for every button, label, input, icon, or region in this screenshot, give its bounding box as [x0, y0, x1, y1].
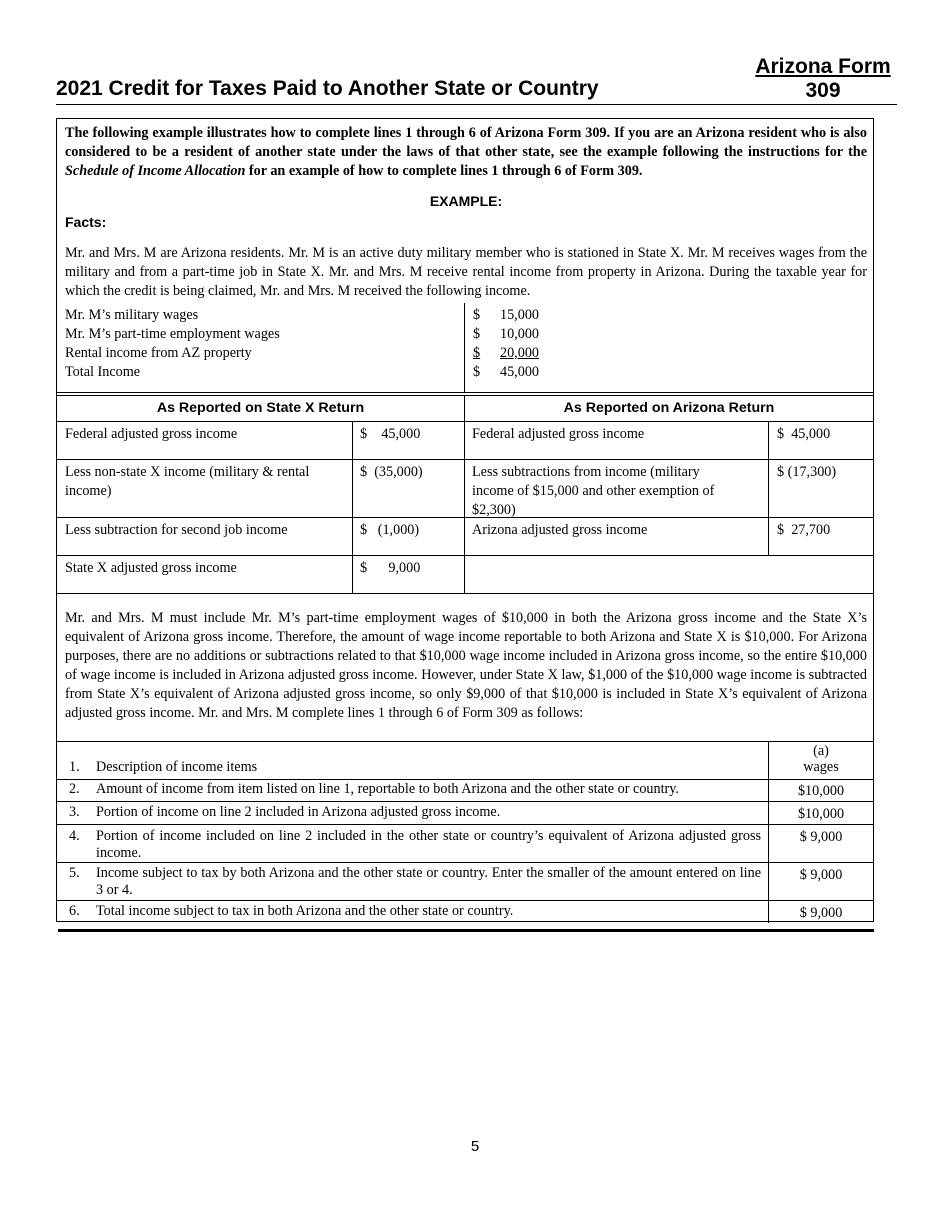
table-cell: Less subtraction for second job income: [65, 522, 288, 538]
table-cell: $ (17,300): [777, 464, 837, 480]
line-value: $10,000: [797, 806, 845, 822]
line-text: Portion of income on line 2 included in Arizona adjusted gross income.: [96, 804, 501, 820]
table-cell: Federal adjusted gross income: [472, 426, 645, 442]
line-text: Income subject to tax by both Arizona and the other state or country. Enter the smaller of the amount entered on line 3 or 4.: [96, 865, 761, 898]
table-rule: [57, 555, 873, 556]
form-name: Arizona Form: [755, 55, 891, 78]
dollar-sign: $: [473, 326, 481, 342]
intro-part1: The following example illustrates how to complete lines 1 through 6 of Arizona Form 309. If you are an Arizona resident who is also considered to be a resident of another state under the laws of that other state, see the example following the instructions for the: [65, 125, 867, 160]
example-heading: EXAMPLE:: [429, 193, 503, 209]
table-cell: State X adjusted gross income: [65, 560, 237, 576]
table-rule: [57, 421, 873, 422]
line-number: 1.: [69, 759, 80, 775]
table-cell: Less subtractions from income (military income of $15,000 and other exemption of $2,300): [472, 464, 715, 518]
col-header: [769, 743, 873, 775]
facts-heading: Facts:: [65, 214, 107, 230]
income-value: 45,000: [499, 364, 539, 380]
line-number: 5.: [69, 865, 80, 881]
table-rule: [57, 395, 873, 396]
line-number: 4.: [69, 828, 80, 844]
line-text: Description of income items: [96, 759, 258, 775]
facts-text: Mr. and Mrs. M are Arizona residents. Mr. M is an active duty military member who is stationed in State X. Mr. M receives wages from the military and from a part-time job in State X. Mr. and Mrs. M receive rental income from property in Arizona. During the taxable year for which the credit is being claimed, Mr. and Mrs. M received the following income.: [65, 245, 867, 299]
form-number: 309: [805, 79, 841, 102]
line-value: $10,000: [797, 783, 845, 799]
table-divider-center: [464, 395, 465, 594]
line-text: Total income subject to tax in both Arizona and the other state or country.: [96, 903, 514, 919]
table-cell: $ (35,000): [360, 464, 423, 480]
table-rule: [57, 517, 873, 518]
table-cell: $ 9,000: [360, 560, 421, 576]
lines-rule: [57, 779, 873, 780]
line-text: Portion of income included on line 2 included in the other state or country’s equivalent of Arizona adjusted gross income.: [96, 828, 761, 861]
col-header-b: wages: [803, 759, 839, 775]
table-rule: [57, 593, 873, 594]
table-cell: $ (1,000): [360, 522, 420, 538]
dollar-sign: $: [473, 307, 481, 323]
dollar-sign: $: [473, 345, 481, 361]
income-label: Total Income: [65, 364, 141, 380]
table-divider-right: [768, 421, 769, 556]
table-cell: $ 27,700: [777, 522, 831, 538]
income-label: Mr. M’s military wages: [65, 307, 199, 323]
intro-italic: Schedule of Income Allocation: [65, 163, 246, 179]
table-cell: $ 45,000: [777, 426, 831, 442]
intro-text: [65, 124, 867, 181]
table-divider-left: [352, 421, 353, 594]
page-number: 5: [470, 1138, 480, 1155]
line-number: 6.: [69, 903, 80, 919]
table-rule: [57, 392, 873, 393]
arizona-header: As Reported on Arizona Return: [563, 400, 775, 416]
bottom-rule: [58, 929, 874, 932]
table-rule: [57, 459, 873, 460]
income-value: 15,000: [499, 307, 539, 323]
line-number: 2.: [69, 781, 80, 797]
line-number: 3.: [69, 804, 80, 820]
col-header-a: (a): [813, 743, 829, 759]
example-box: [56, 118, 874, 922]
income-label: Mr. M’s part-time employment wages: [65, 326, 280, 342]
lines-rule: [57, 824, 873, 825]
lines-rule: [57, 801, 873, 802]
line-text: Amount of income from item listed on line 1, reportable to both Arizona and the other state or country.: [96, 781, 679, 797]
income-divider: [464, 303, 465, 393]
line-value: $ 9,000: [799, 829, 843, 845]
table-cell: Less non-state X income (military & rental income): [65, 464, 310, 499]
income-values: [473, 306, 539, 382]
lines-rule: [57, 900, 873, 901]
table-cell: $ 45,000: [360, 426, 421, 442]
table-cell: Federal adjusted gross income: [65, 426, 238, 442]
income-value: 20,000: [499, 345, 539, 361]
table-cell: Arizona adjusted gross income: [472, 522, 648, 538]
income-labels: [65, 306, 280, 382]
income-value: 10,000: [499, 326, 539, 342]
income-label: Rental income from AZ property: [65, 345, 252, 361]
line-value: $ 9,000: [799, 867, 843, 883]
intro-part2: for an example of how to complete lines 1 through 6 of Form 309.: [245, 163, 643, 179]
form-id: [748, 55, 898, 103]
explanation-paragraph: Mr. and Mrs. M must include Mr. M’s part-time employment wages of $10,000 in both the Arizona gross income and the State X’s equivalent of Arizona gross income. Therefore, the amount of wage income reportable to both Arizona and State X is $10,000. For Arizona purposes, there are no additions or subtractions related to that $10,000 wage income included in Arizona gross income, so the entire $10,000 of wage income is included in Arizona adjusted gross income. However, under State X law, $1,000 of the $10,000 wage income is subtracted from State X’s equivalent of Arizona adjusted gross income, so only $9,000 of that $10,000 is included in State X’s equivalent of Arizona adjusted gross income. Mr. and Mrs. M complete lines 1 through 6 of Form 309 as follows:: [65, 610, 867, 721]
line-value: $ 9,000: [799, 905, 843, 921]
lines-rule: [57, 741, 873, 742]
lines-rule: [57, 862, 873, 863]
page-title: 2021 Credit for Taxes Paid to Another State or Country: [56, 77, 599, 100]
dollar-sign: $: [473, 364, 481, 380]
state-x-header: As Reported on State X Return: [156, 400, 365, 416]
header-rule: [56, 104, 897, 105]
